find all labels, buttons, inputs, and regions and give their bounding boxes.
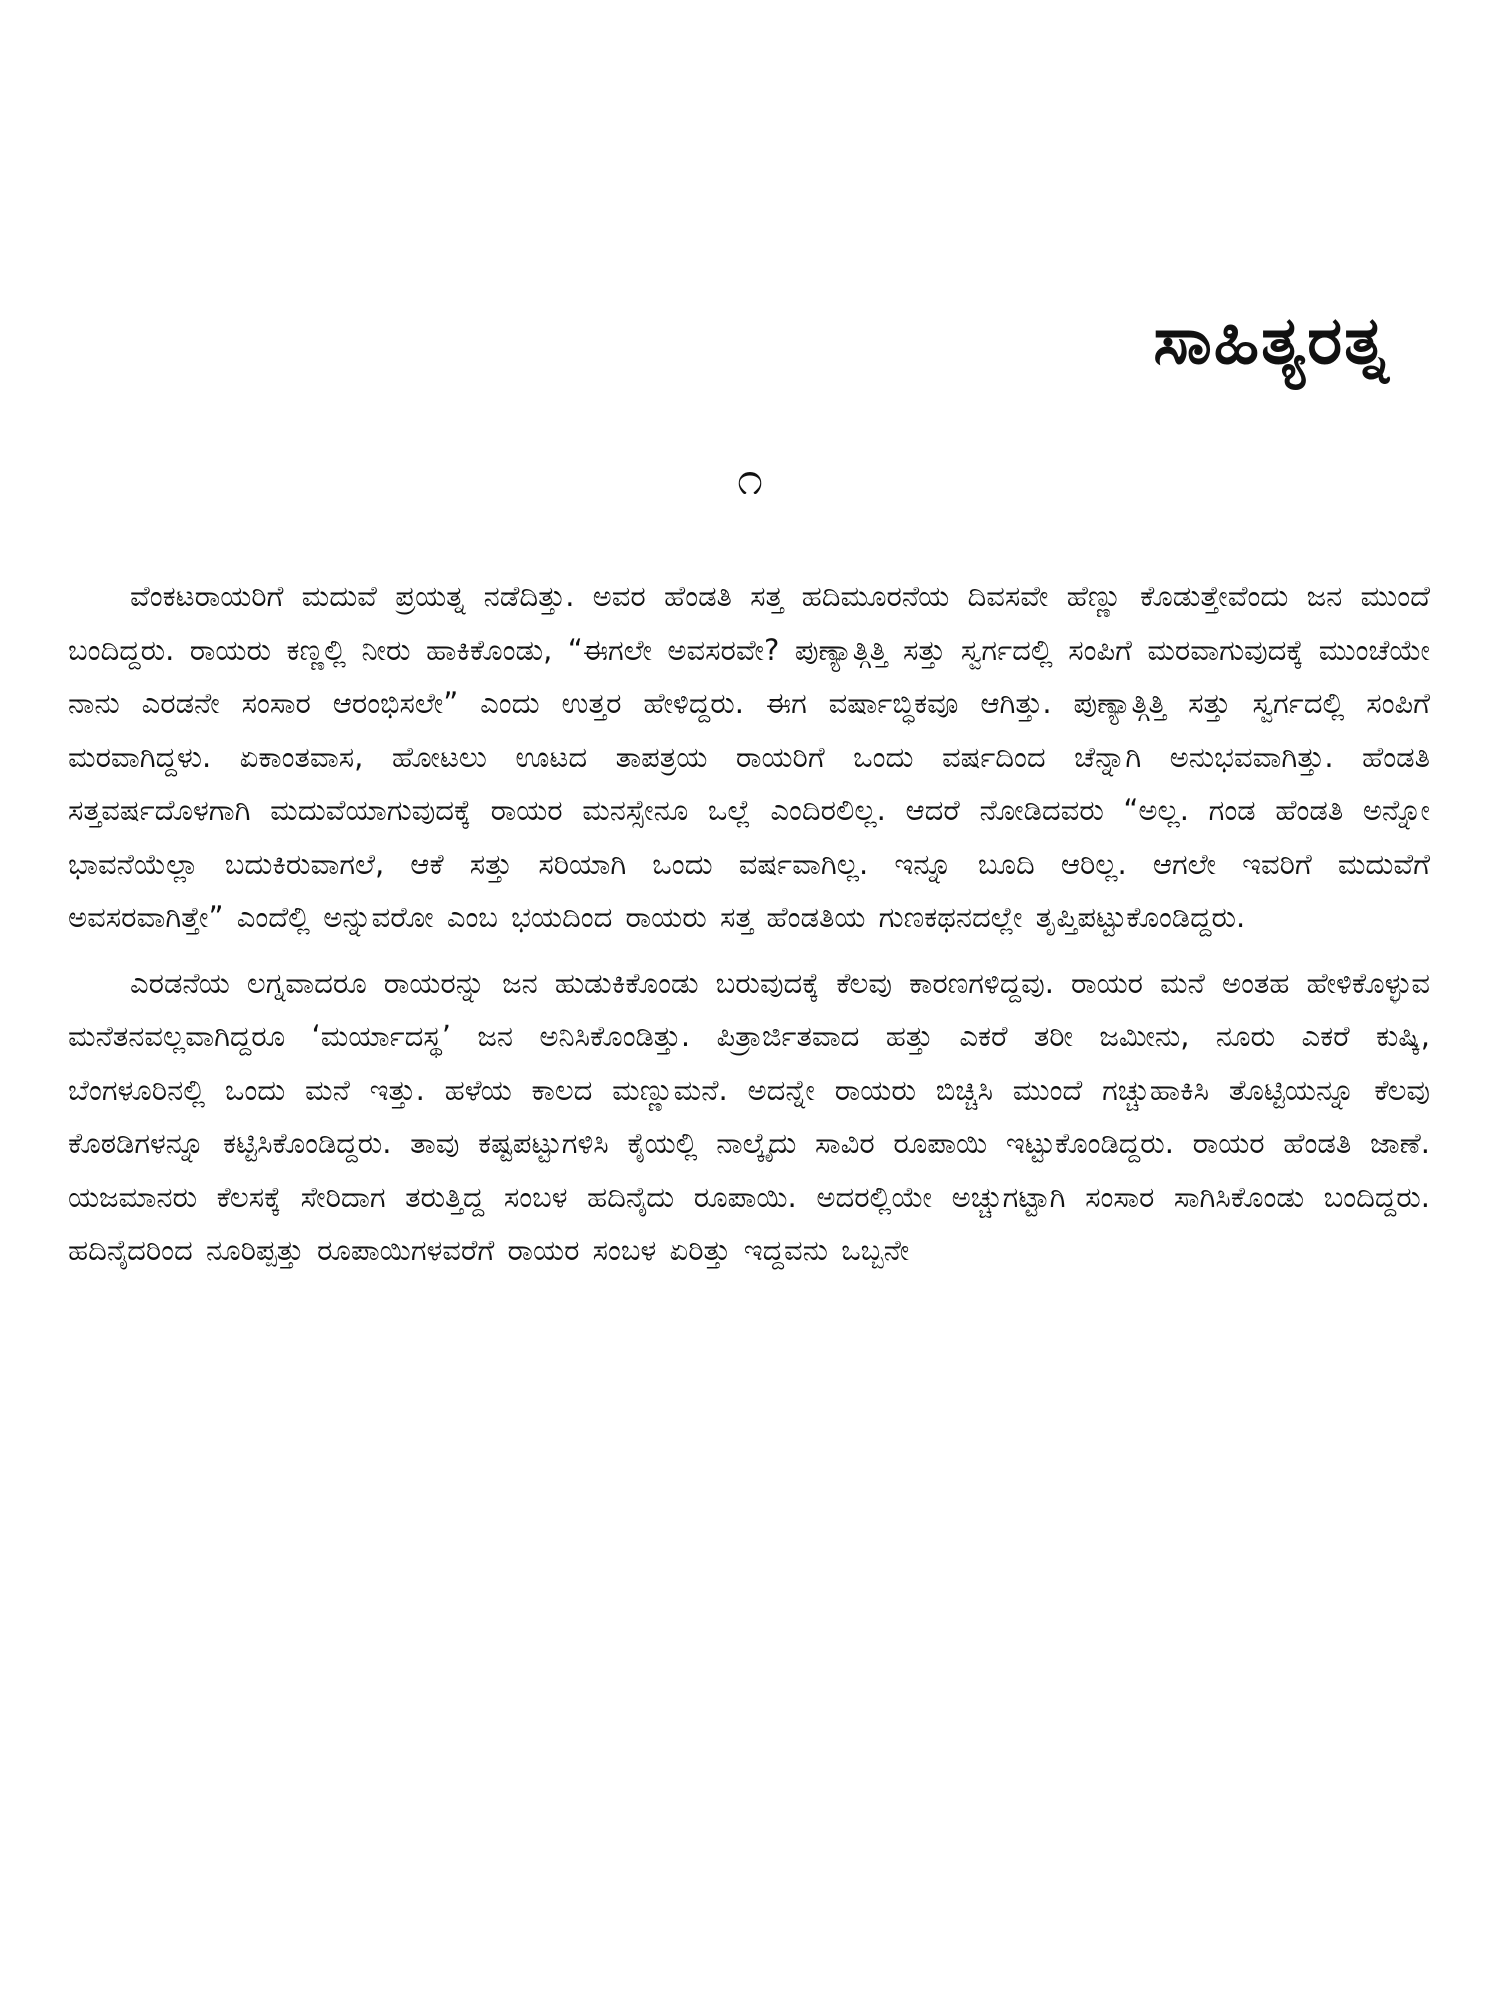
paragraph-2: ಎರಡನೆಯ ಲಗ್ನವಾದರೂ ರಾಯರನ್ನು ಜನ ಹುಡುಕಿಕೊಂಡು ಬರುವುದಕ್ಕೆ ಕೆಲವು ಕಾರಣಗಳಿದ್ದವು. ರಾಯರ ಮನೆ ಅಂತಹ ಹೇಳಿಕೊಳ್ಳುವ ಮನೆತನವಲ್ಲವಾಗಿದ್ದರೂ ‘ಮರ್ಯಾದಸ್ಥ’ ಜನ ಅನಿಸಿಕೊಂಡಿತ್ತು. ಪಿತ್ರಾರ್ಜಿತವಾದ ಹತ್ತು ಎಕರೆ ತರೀ ಜಮೀನು, ನೂರು ಎಕರೆ ಕುಷ್ಕಿ, ಬೆಂಗಳೂರಿನಲ್ಲಿ ಒಂದು ಮನೆ ಇತ್ತು. ಹಳೆಯ ಕಾಲದ ಮಣ್ಣುಮನೆ. ಅದನ್ನೇ ರಾಯರು ಬಿಚ್ಚಿಸಿ ಮುಂದೆ ಗಚ್ಚುಹಾಕಿಸಿ ತೊಟ್ಟಿಯನ್ನೂ ಕೆಲವು ಕೊಠಡಿಗಳನ್ನೂ ಕಟ್ಟಿಸಿಕೊಂಡಿದ್ದರು. ತಾವು ಕಷ್ಟಪಟ್ಟುಗಳಿಸಿ ಕೈಯಲ್ಲಿ ನಾಲ್ಕೈದು ಸಾವಿರ ರೂಪಾಯಿ ಇಟ್ಟುಕೊಂಡಿದ್ದರು. ರಾಯರ ಹೆಂಡತಿ ಜಾಣೆ. ಯಜಮಾನರು ಕೆಲಸಕ್ಕೆ ಸೇರಿದಾಗ ತರುತ್ತಿದ್ದ ಸಂಬಳ ಹದಿನೈದು ರೂಪಾಯಿ. ಅದರಲ್ಲಿಯೇ ಅಚ್ಚುಗಟ್ಟಾಗಿ ಸಂಸಾರ ಸಾಗಿಸಿಕೊಂಡು ಬಂದಿದ್ದರು. ಹದಿನೈದರಿಂದ ನೂರಿಪ್ಪತ್ತು ರೂಪಾಯಿಗಳವರೆಗೆ ರಾಯರ ಸಂಬಳ ಏರಿತ್ತು ಇದ್ದವನು ಒಬ್ಬನೇ [68,965,1430,1267]
chapter-number: ೧ [737,451,763,505]
chapter-title: ಸಾಹಿತ್ಯರತ್ನ [1153,302,1390,379]
paragraph-1: ವೆಂಕಟರಾಯರಿಗೆ ಮದುವೆ ಪ್ರಯತ್ನ ನಡೆದಿತ್ತು. ಅವರ ಹೆಂಡತಿ ಸತ್ತ ಹದಿಮೂರನೆಯ ದಿವಸವೇ ಹೆಣ್ಣು ಕೊಡುತ್ತೇವೆಂದು ಜನ ಮುಂದೆ ಬಂದಿದ್ದರು. ರಾಯರು ಕಣ್ಣಲ್ಲಿ ನೀರು ಹಾಕಿಕೊಂಡು, “ಈಗಲೇ ಅವಸರವೇ? ಪುಣ್ಯಾತ್ಗಿತ್ತಿ ಸತ್ತು ಸ್ವರ್ಗದಲ್ಲಿ ಸಂಪಿಗೆ ಮರವಾಗುವುದಕ್ಕೆ ಮುಂಚೆಯೇ ನಾನು ಎರಡನೇ ಸಂಸಾರ ಆರಂಭಿಸಲೇ” ಎಂದು ಉತ್ತರ ಹೇಳಿದ್ದರು. ಈಗ ವರ್ಷಾಬ್ಧಿಕವೂ ಆಗಿತ್ತು. ಪುಣ್ಯಾತ್ಗಿತ್ತಿ ಸತ್ತು ಸ್ವರ್ಗದಲ್ಲಿ ಸಂಪಿಗೆ ಮರವಾಗಿದ್ದಳು. ಏಕಾಂತವಾಸ, ಹೋಟಲು ಊಟದ ತಾಪತ್ರಯ ರಾಯರಿಗೆ ಒಂದು ವರ್ಷದಿಂದ ಚೆನ್ನಾಗಿ ಅನುಭವವಾಗಿತ್ತು. ಹೆಂಡತಿ ಸತ್ತವರ್ಷದೊಳಗಾಗಿ ಮದುವೆಯಾಗುವುದಕ್ಕೆ ರಾಯರ ಮನಸ್ಸೇನೂ ಒಲ್ಲೆ ಎಂದಿರಲಿಲ್ಲ. ಆದರೆ ನೋಡಿದವರು “ಅಲ್ಲ. ಗಂಡ ಹೆಂಡತಿ ಅನ್ನೋ ಭಾವನೆಯೆಲ್ಲಾ ಬದುಕಿರುವಾಗಲೆ, ಆಕೆ ಸತ್ತು ಸರಿಯಾಗಿ ಒಂದು ವರ್ಷವಾಗಿಲ್ಲ. ಇನ್ನೂ ಬೂದಿ ಆರಿಲ್ಲ. ಆಗಲೇ ಇವರಿಗೆ ಮದುವೆಗೆ ಅವಸರವಾಗಿತ್ತೇ” ಎಂದೆಲ್ಲಿ ಅನ್ನುವರೋ ಎಂಬ ಭಯದಿಂದ ರಾಯರು ಸತ್ತ ಹೆಂಡತಿಯ ಗುಣಕಥನದಲ್ಲೇ ತೃಪ್ತಿಪಟ್ಟುಕೊಂಡಿದ್ದರು. [68,579,1430,934]
body-text [68,570,1430,1290]
